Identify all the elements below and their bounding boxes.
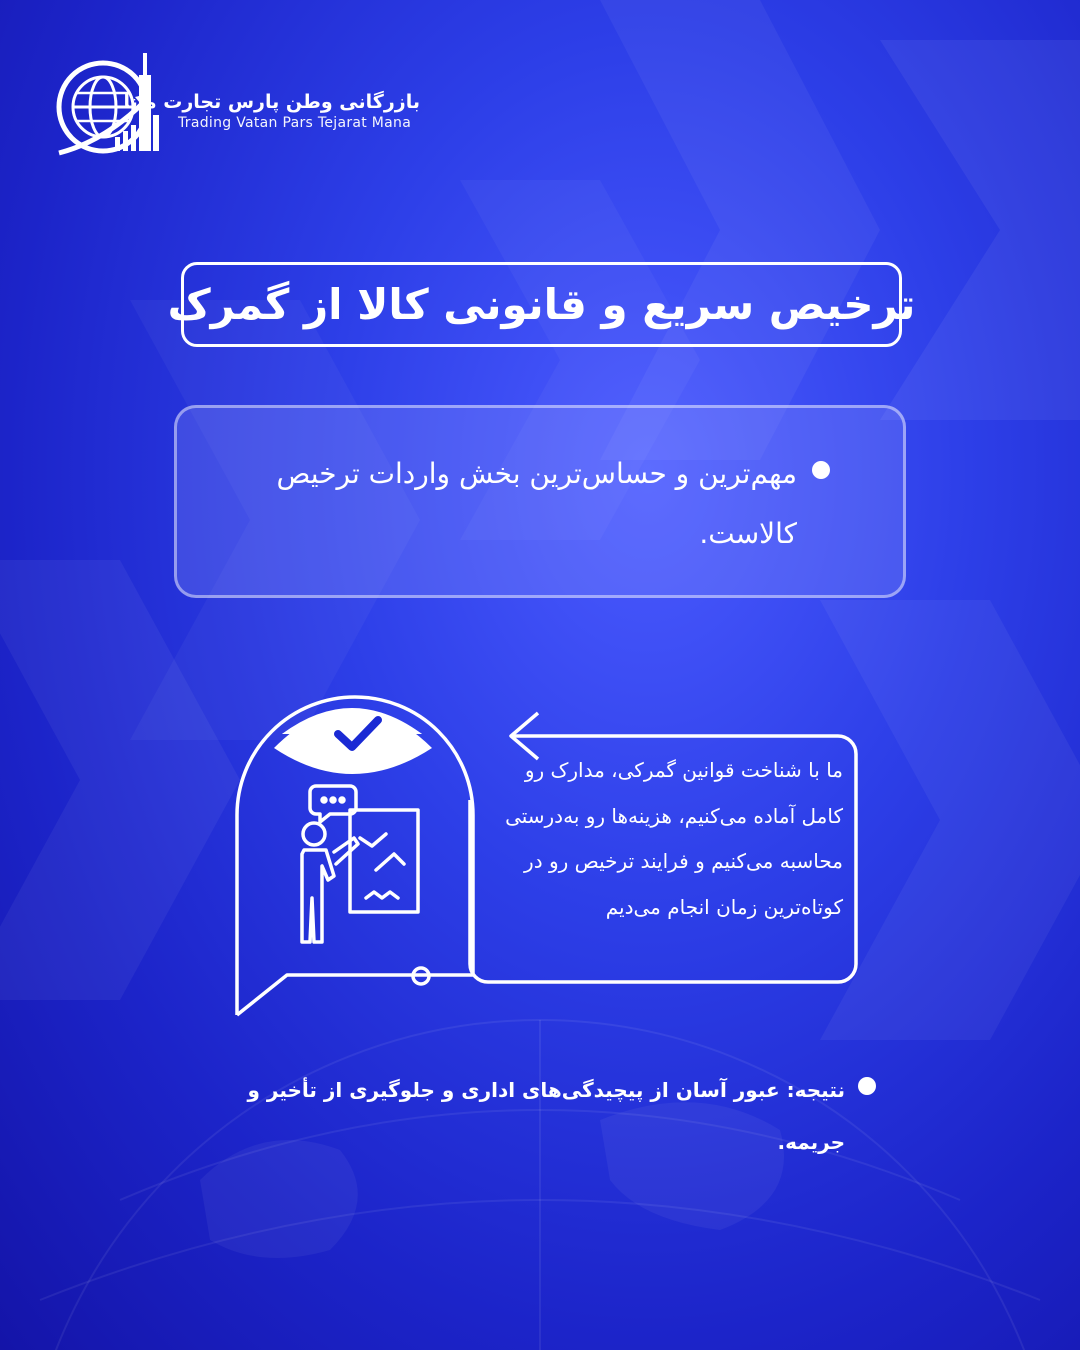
result-text: نتیجه: عبور آسان از پیچیدگی‌های اداری و جلوگیری از تأخیر و جریمه. bbox=[247, 1078, 845, 1154]
brand-name-fa: بازرگانی وطن پارس تجارت مانا bbox=[123, 91, 420, 113]
brand-logo bbox=[55, 45, 435, 165]
brand-name-en: Trading Vatan Pars Tejarat Mana bbox=[178, 115, 412, 131]
page-title: ترخیص سریع و قانونی کالا از گمرک bbox=[167, 280, 916, 329]
bullet-icon bbox=[812, 461, 830, 479]
bullet-icon bbox=[858, 1077, 876, 1095]
intro-text: مهم‌ترین و حساس‌ترین بخش واردات ترخیص کالاست. bbox=[276, 457, 797, 550]
description-text: ما با شناخت قوانین گمرکی، مدارک رو کامل آماده می‌کنیم، هزینه‌ها رو به‌درستی محاسبه می‌کنیم و فرایند ترخیص رو در کوتاه‌ترین زمان انجام می‌دیم bbox=[505, 758, 843, 919]
title-box bbox=[167, 262, 916, 347]
check-icon bbox=[330, 712, 386, 756]
presenter-whiteboard-icon bbox=[290, 780, 430, 955]
